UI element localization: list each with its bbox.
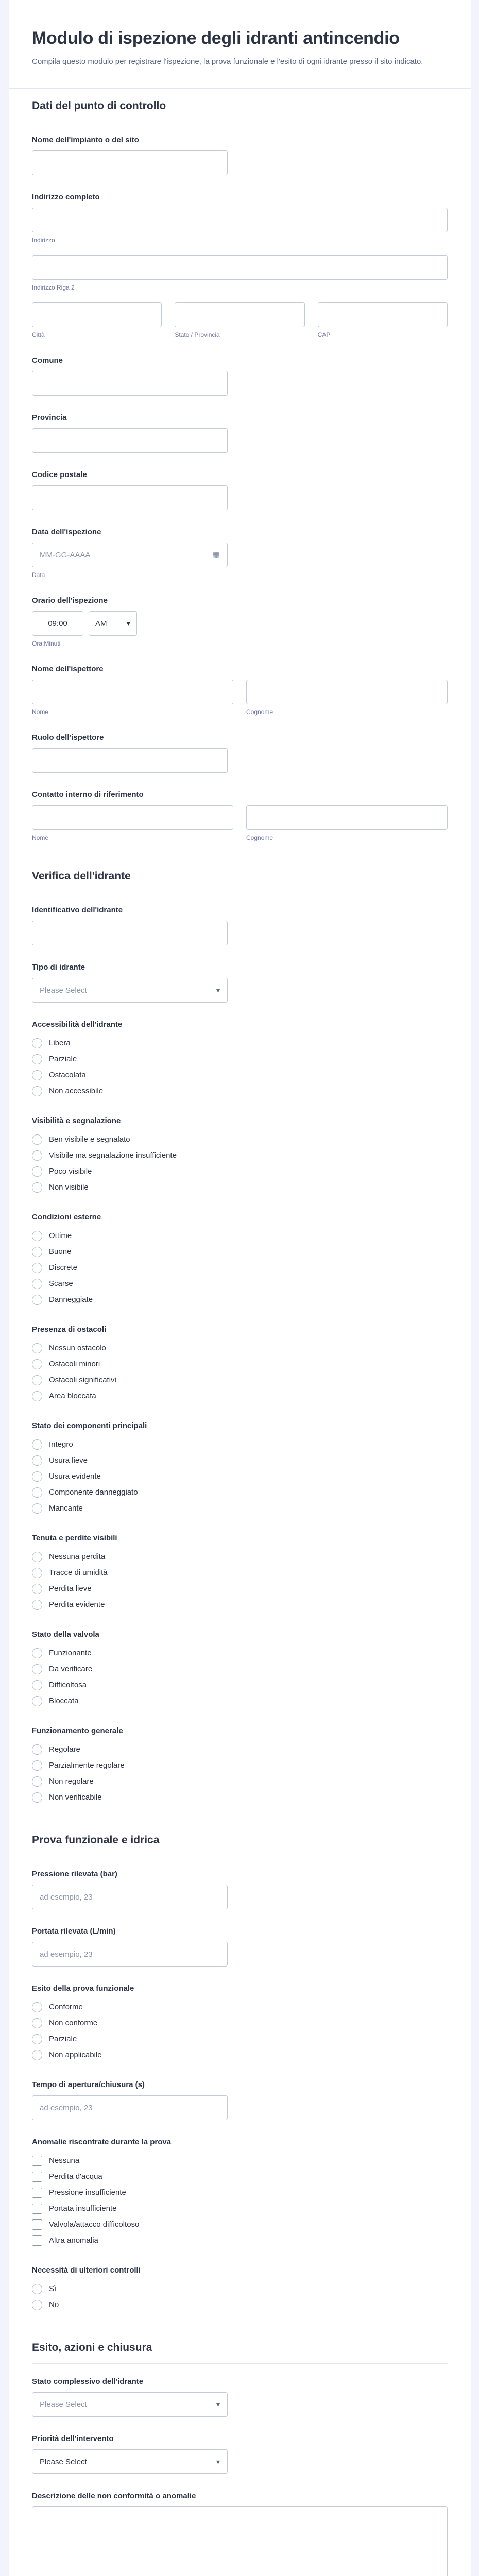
visibility-options — [32, 1131, 448, 1195]
internal-contact-label: Contatto interno di riferimento — [32, 790, 144, 799]
chevron-down-icon: ▾ — [126, 619, 130, 628]
option-label: Funzionante — [49, 1649, 92, 1657]
address-question — [32, 193, 448, 338]
radio-icon[interactable] — [32, 1503, 42, 1514]
radio-icon[interactable] — [32, 1166, 42, 1177]
access-question — [32, 1020, 448, 1099]
obstacles-question — [32, 1325, 448, 1404]
hydrant-type-select[interactable] — [32, 978, 228, 1003]
overall-status-select[interactable] — [32, 2392, 228, 2417]
radio-option[interactable] — [32, 1484, 448, 1500]
radio-option[interactable] — [32, 1693, 448, 1709]
inspection-date-input[interactable] — [32, 543, 228, 567]
checkbox-icon[interactable] — [32, 2219, 42, 2230]
section-title-outcome: Esito, azioni e chiusura — [32, 2330, 448, 2364]
radio-icon[interactable] — [32, 1568, 42, 1578]
nonconformity-label: Descrizione delle non conformità o anomalie — [32, 2492, 196, 2500]
option-label: Conforme — [49, 2003, 83, 2011]
checkbox-option[interactable] — [32, 2184, 448, 2200]
option-label: Danneggiate — [49, 1295, 93, 1304]
radio-icon[interactable] — [32, 1680, 42, 1690]
address-label: Indirizzo completo — [32, 193, 100, 201]
radio-icon[interactable] — [32, 1455, 42, 1466]
priority-placeholder: Please Select — [40, 2457, 87, 2466]
nonconformity-question — [32, 2492, 448, 2576]
option-label: Componente danneggiato — [49, 1488, 138, 1497]
inspection-date-placeholder: MM-GG-AAAA — [40, 550, 91, 560]
option-label: Nessuna perdita — [49, 1552, 106, 1561]
test-result-question — [32, 1984, 448, 2063]
radio-icon[interactable] — [32, 1391, 42, 1401]
inspection-time-sublabel: Ora:Minuti — [32, 640, 61, 647]
inspection-date-question — [32, 528, 448, 579]
radio-icon[interactable] — [32, 1600, 42, 1610]
address-line2-input[interactable] — [32, 255, 448, 280]
radio-option[interactable] — [32, 2031, 448, 2047]
chevron-down-icon: ▾ — [216, 2400, 220, 2409]
radio-option[interactable] — [32, 1356, 448, 1372]
radio-icon[interactable] — [32, 1134, 42, 1145]
radio-icon[interactable] — [32, 1247, 42, 1257]
zip-sublabel: CAP — [317, 331, 331, 338]
flow-label: Portata rilevata (L/min) — [32, 1927, 116, 1936]
checkbox-icon[interactable] — [32, 2156, 42, 2166]
option-label: Non applicabile — [49, 2050, 102, 2059]
radio-icon[interactable] — [32, 1182, 42, 1193]
radio-icon[interactable] — [32, 1648, 42, 1658]
ampm-select[interactable] — [89, 611, 137, 636]
zip-input[interactable] — [318, 302, 448, 327]
city-sublabel: Città — [32, 331, 45, 338]
option-label: Sì — [49, 2284, 57, 2293]
radio-option[interactable] — [32, 2015, 448, 2031]
form-header — [9, 0, 471, 89]
access-options — [32, 1035, 448, 1099]
open-close-time-label: Tempo di apertura/chiusura (s) — [32, 2080, 145, 2089]
radio-icon[interactable] — [32, 2034, 42, 2044]
radio-icon[interactable] — [32, 1359, 42, 1369]
radio-icon[interactable] — [32, 2002, 42, 2012]
checkbox-icon[interactable] — [32, 2204, 42, 2214]
ampm-value: AM — [95, 619, 107, 628]
provincia-input[interactable] — [32, 428, 228, 453]
test-result-options — [32, 1999, 448, 2063]
option-label: Valvola/attacco difficoltoso — [49, 2220, 140, 2229]
option-label: Difficoltosa — [49, 1681, 87, 1689]
radio-icon[interactable] — [32, 1487, 42, 1498]
plant-name-label: Nome dell'impianto o del sito — [32, 135, 139, 144]
option-label: Perdita evidente — [49, 1600, 105, 1609]
radio-option[interactable] — [32, 1581, 448, 1597]
anomalies-options — [32, 2153, 448, 2248]
option-label: Parzialmente regolare — [49, 1761, 125, 1770]
section-title-hydrant-check: Verifica dell'idrante — [32, 859, 448, 892]
inspection-time-input[interactable]: 09:00 — [32, 611, 83, 636]
option-label: Non conforme — [49, 2019, 98, 2027]
option-label: Area bloccata — [49, 1392, 96, 1400]
option-label: Da verificare — [49, 1665, 93, 1673]
anomalies-question — [32, 2138, 448, 2248]
priority-question — [32, 2434, 448, 2474]
plant-name-question — [32, 135, 448, 175]
radio-option[interactable] — [32, 1340, 448, 1356]
obstacles-options — [32, 1340, 448, 1404]
option-label: Non accessibile — [49, 1087, 104, 1095]
valve-options — [32, 1645, 448, 1709]
radio-icon[interactable] — [32, 2050, 42, 2060]
option-label: Integro — [49, 1440, 73, 1449]
state-input[interactable] — [175, 302, 304, 327]
provincia-question — [32, 413, 448, 453]
checkbox-icon[interactable] — [32, 2172, 42, 2182]
postal-code-label: Codice postale — [32, 470, 87, 479]
radio-icon[interactable] — [32, 1792, 42, 1803]
inspector-role-label: Ruolo dell'ispettore — [32, 733, 104, 742]
inspection-time-question — [32, 596, 448, 647]
option-label: Altra anomalia — [49, 2236, 98, 2245]
checkbox-option[interactable] — [32, 2200, 448, 2216]
checkbox-option[interactable] — [32, 2168, 448, 2184]
option-label: Perdita d'acqua — [49, 2172, 102, 2181]
radio-icon[interactable] — [32, 2018, 42, 2028]
radio-option[interactable] — [32, 1661, 448, 1677]
address-line2-sublabel: Indirizzo Riga 2 — [32, 284, 75, 291]
contact-first-name-sublabel: Nome — [32, 834, 49, 841]
pressure-question — [32, 1870, 448, 1909]
radio-option[interactable] — [32, 1388, 448, 1404]
radio-option[interactable] — [32, 1147, 448, 1163]
option-label: Scarse — [49, 1279, 73, 1288]
components-label: Stato dei componenti principali — [32, 1421, 147, 1430]
components-question — [32, 1421, 448, 1516]
inspector-role-question — [32, 733, 448, 773]
valve-question — [32, 1630, 448, 1709]
option-label: Nessun ostacolo — [49, 1344, 106, 1352]
option-label: Pressione insufficiente — [49, 2188, 126, 2197]
state-sublabel: Stato / Provincia — [175, 331, 220, 338]
condition-options — [32, 1228, 448, 1308]
obstacles-label: Presenza di ostacoli — [32, 1325, 107, 1334]
radio-option[interactable] — [32, 1565, 448, 1581]
radio-icon[interactable] — [32, 1439, 42, 1450]
contact-first-name-input[interactable] — [32, 805, 233, 830]
postal-code-input[interactable] — [32, 485, 228, 510]
radio-icon[interactable] — [32, 1471, 42, 1482]
radio-option[interactable] — [32, 1051, 448, 1067]
section-title-functional-test: Prova funzionale e idrica — [32, 1823, 448, 1856]
radio-option[interactable] — [32, 1083, 448, 1099]
anomalies-label: Anomalie riscontrate durante la prova — [32, 2138, 172, 2146]
option-label: Discrete — [49, 1263, 78, 1272]
radio-option[interactable] — [32, 1500, 448, 1516]
radio-option[interactable] — [32, 1179, 448, 1195]
open-close-time-question — [32, 2080, 448, 2120]
flow-question — [32, 1927, 448, 1967]
radio-option[interactable] — [32, 1372, 448, 1388]
option-label: Bloccata — [49, 1697, 79, 1705]
form-title: Modulo di ispezione degli idranti antincendio — [32, 28, 400, 48]
radio-option[interactable] — [32, 1677, 448, 1693]
inspector-name-label: Nome dell'ispettore — [32, 665, 104, 673]
radio-option[interactable] — [32, 1163, 448, 1179]
radio-option[interactable] — [32, 1035, 448, 1051]
inspector-first-name-input[interactable] — [32, 680, 233, 704]
inspection-date-label: Data dell'ispezione — [32, 528, 101, 536]
radio-icon[interactable] — [32, 1584, 42, 1594]
option-label: Usura evidente — [49, 1472, 101, 1481]
form-description: Compila questo modulo per registrare l'ispezione, la prova funzionale e l'esito di ogni idrante presso il sito indicato. — [32, 57, 423, 66]
leak-question — [32, 1534, 448, 1613]
postal-code-question — [32, 470, 448, 510]
further-checks-options — [32, 2281, 448, 2313]
radio-icon[interactable] — [32, 1150, 42, 1161]
general-options — [32, 1741, 448, 1805]
section-title-checkpoint: Dati del punto di controllo — [32, 89, 448, 122]
priority-select[interactable] — [32, 2449, 228, 2474]
radio-icon[interactable] — [32, 1552, 42, 1562]
radio-icon[interactable] — [32, 1054, 42, 1064]
option-label: Poco visibile — [49, 1167, 92, 1176]
radio-option[interactable] — [32, 1645, 448, 1661]
option-label: Ottime — [49, 1231, 72, 1240]
inspection-time-label: Orario dell'ispezione — [32, 596, 108, 605]
option-label: Mancante — [49, 1504, 83, 1513]
option-label: Libera — [49, 1039, 71, 1047]
option-label: Visibile ma segnalazione insufficiente — [49, 1151, 177, 1160]
address-line1-input[interactable] — [32, 208, 448, 232]
checkbox-option[interactable] — [32, 2216, 448, 2232]
comune-input[interactable] — [32, 371, 228, 396]
radio-icon[interactable] — [32, 1086, 42, 1096]
option-label: Ostacoli significativi — [49, 1376, 116, 1384]
inspector-last-name-sublabel: Cognome — [246, 708, 273, 716]
overall-status-label: Stato complessivo dell'idrante — [32, 2377, 144, 2386]
option-label: Parziale — [49, 1055, 77, 1063]
inspector-first-name-sublabel: Nome — [32, 708, 49, 716]
chevron-down-icon: ▾ — [216, 2457, 220, 2466]
radio-option[interactable] — [32, 1597, 448, 1613]
radio-icon[interactable] — [32, 1263, 42, 1273]
form-card — [9, 0, 471, 2576]
checkbox-option[interactable] — [32, 2153, 448, 2168]
radio-icon[interactable] — [32, 1664, 42, 1674]
radio-option[interactable] — [32, 1436, 448, 1452]
radio-icon[interactable] — [32, 1070, 42, 1080]
test-result-label: Esito della prova funzionale — [32, 1984, 134, 1993]
option-label: Non regolare — [49, 1777, 94, 1786]
radio-icon[interactable] — [32, 2300, 42, 2310]
checkbox-option[interactable] — [32, 2232, 448, 2248]
radio-option[interactable] — [32, 2297, 448, 2313]
checkbox-icon[interactable] — [32, 2188, 42, 2198]
radio-option[interactable] — [32, 1741, 448, 1757]
inspection-date-sublabel: Data — [32, 571, 45, 579]
contact-last-name-input[interactable] — [246, 805, 448, 830]
radio-icon[interactable] — [32, 1696, 42, 1706]
option-label: Non visibile — [49, 1183, 89, 1192]
leak-options — [32, 1549, 448, 1613]
further-checks-question — [32, 2266, 448, 2313]
components-options — [32, 1436, 448, 1516]
radio-option[interactable] — [32, 1452, 448, 1468]
open-close-time-input[interactable]: ad esempio, 23 — [32, 2095, 228, 2120]
radio-icon[interactable] — [32, 1776, 42, 1787]
radio-option[interactable] — [32, 1131, 448, 1147]
radio-icon[interactable] — [32, 1760, 42, 1771]
hydrant-type-placeholder: Please Select — [40, 986, 87, 995]
radio-icon[interactable] — [32, 1295, 42, 1305]
pressure-label: Pressione rilevata (bar) — [32, 1870, 117, 1878]
radio-option[interactable] — [32, 1244, 448, 1260]
address-line1-sublabel: Indirizzo — [32, 236, 55, 244]
radio-option[interactable] — [32, 1228, 448, 1244]
option-label: Nessuna — [49, 2156, 80, 2165]
radio-option[interactable] — [32, 1067, 448, 1083]
comune-label: Comune — [32, 356, 63, 365]
option-label: Ostacolata — [49, 1071, 86, 1079]
comune-question — [32, 356, 448, 396]
priority-label: Priorità dell'intervento — [32, 2434, 114, 2443]
radio-option[interactable] — [32, 1757, 448, 1773]
option-label: Buone — [49, 1247, 72, 1256]
city-input[interactable] — [32, 302, 162, 327]
radio-option[interactable] — [32, 1549, 448, 1565]
radio-icon[interactable] — [32, 1279, 42, 1289]
overall-status-placeholder: Please Select — [40, 2400, 87, 2409]
condition-question — [32, 1213, 448, 1308]
nonconformity-textarea[interactable] — [32, 2506, 448, 2576]
option-label: Portata insufficiente — [49, 2204, 117, 2213]
calendar-icon[interactable]: ▦ — [212, 551, 220, 560]
hydrant-id-question — [32, 906, 448, 945]
chevron-down-icon: ▾ — [216, 986, 220, 994]
visibility-label: Visibilità e segnalazione — [32, 1116, 121, 1125]
visibility-question — [32, 1116, 448, 1195]
radio-icon[interactable] — [32, 1744, 42, 1755]
option-label: Regolare — [49, 1745, 80, 1754]
radio-icon[interactable] — [32, 1231, 42, 1241]
radio-icon[interactable] — [32, 1343, 42, 1353]
radio-icon[interactable] — [32, 2284, 42, 2294]
radio-icon[interactable] — [32, 1038, 42, 1048]
hydrant-type-label: Tipo di idrante — [32, 963, 85, 972]
plant-name-input[interactable] — [32, 150, 228, 175]
radio-option[interactable] — [32, 1260, 448, 1276]
radio-option[interactable] — [32, 2281, 448, 2297]
option-label: No — [49, 2300, 59, 2309]
radio-option[interactable] — [32, 1276, 448, 1292]
option-label: Non verificabile — [49, 1793, 102, 1802]
option-label: Usura lieve — [49, 1456, 88, 1465]
radio-option[interactable] — [32, 1773, 448, 1789]
general-question — [32, 1726, 448, 1805]
option-label: Ben visibile e segnalato — [49, 1135, 130, 1144]
general-label: Funzionamento generale — [32, 1726, 123, 1735]
inspector-last-name-input[interactable] — [246, 680, 448, 704]
option-label: Ostacoli minori — [49, 1360, 100, 1368]
access-label: Accessibilità dell'idrante — [32, 1020, 123, 1029]
condition-label: Condizioni esterne — [32, 1213, 101, 1222]
option-label: Tracce di umidità — [49, 1568, 108, 1577]
further-checks-label: Necessità di ulteriori controlli — [32, 2266, 141, 2275]
radio-option[interactable] — [32, 1789, 448, 1805]
overall-status-question — [32, 2377, 448, 2417]
hydrant-id-label: Identificativo dell'idrante — [32, 906, 123, 914]
hydrant-type-question — [32, 963, 448, 1003]
inspector-role-input[interactable] — [32, 748, 228, 773]
option-label: Parziale — [49, 2035, 77, 2043]
radio-option[interactable] — [32, 2047, 448, 2063]
provincia-label: Provincia — [32, 413, 67, 422]
leak-label: Tenuta e perdite visibili — [32, 1534, 117, 1543]
valve-label: Stato della valvola — [32, 1630, 99, 1639]
checkbox-icon[interactable] — [32, 2235, 42, 2246]
radio-option[interactable] — [32, 1292, 448, 1308]
hydrant-id-input[interactable] — [32, 921, 228, 945]
option-label: Perdita lieve — [49, 1584, 92, 1593]
radio-icon[interactable] — [32, 1375, 42, 1385]
radio-option[interactable] — [32, 1999, 448, 2015]
contact-last-name-sublabel: Cognome — [246, 834, 273, 841]
inspector-name-question — [32, 665, 448, 716]
flow-input[interactable]: ad esempio, 23 — [32, 1942, 228, 1967]
pressure-input[interactable]: ad esempio, 23 — [32, 1885, 228, 1909]
internal-contact-question — [32, 790, 448, 841]
radio-option[interactable] — [32, 1468, 448, 1484]
